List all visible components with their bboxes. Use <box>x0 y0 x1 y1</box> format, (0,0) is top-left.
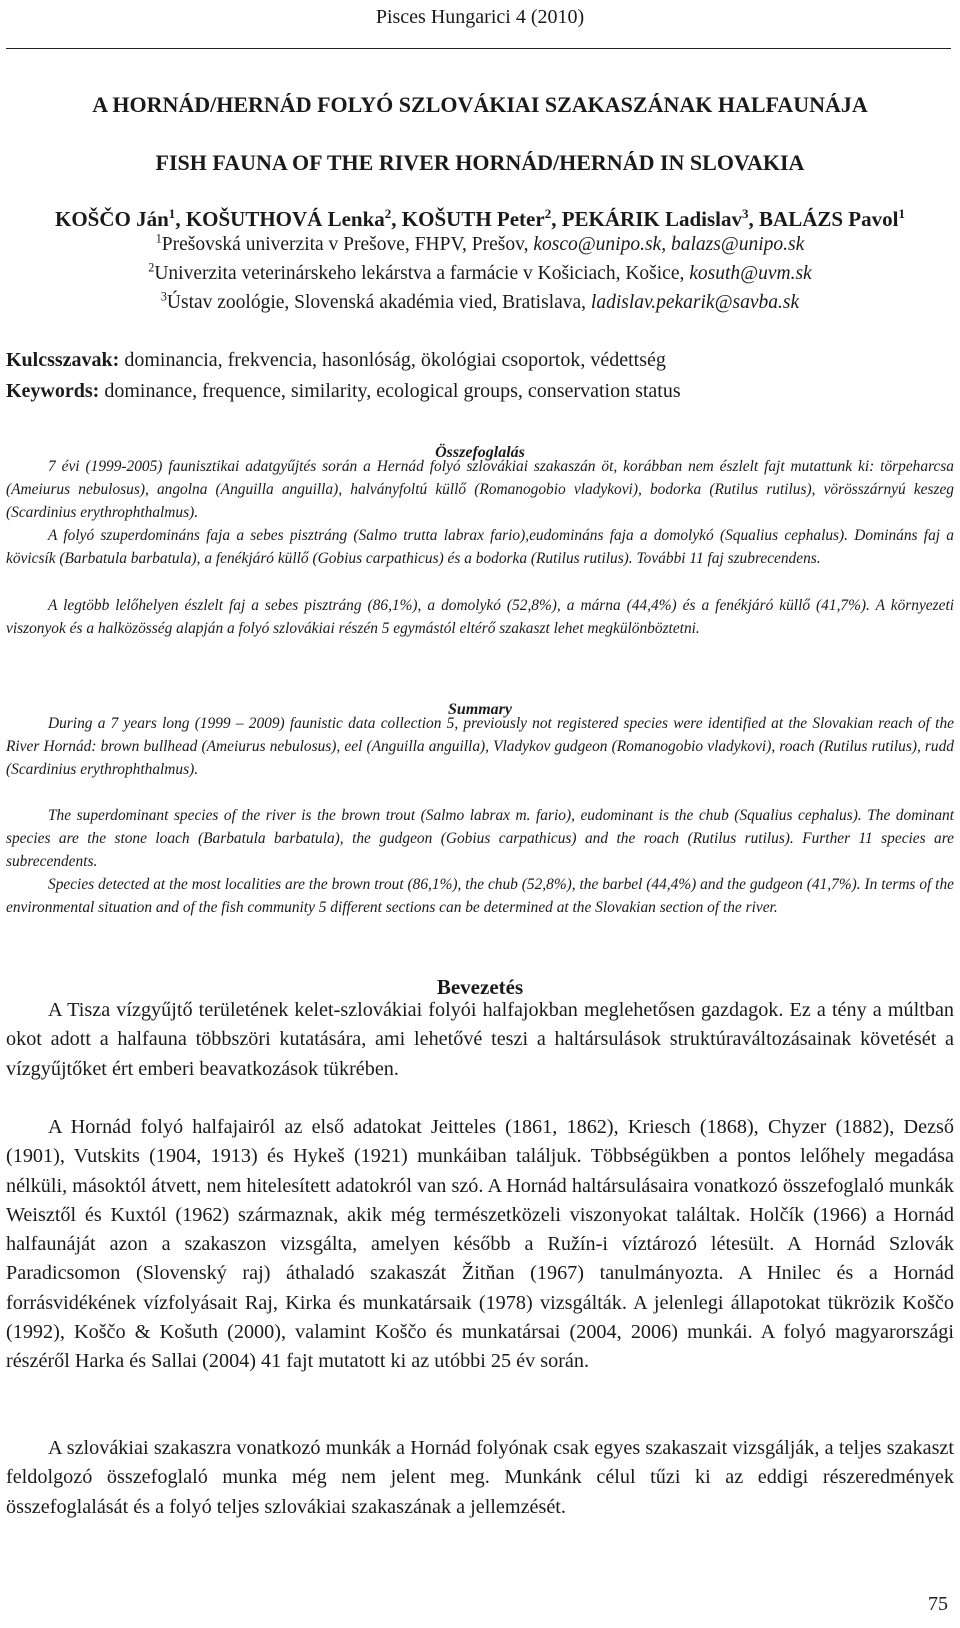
affiliation-email[interactable]: kosuth@uvm.sk <box>689 263 812 284</box>
author-name: KOŠUTHOVÁ Lenka <box>185 207 385 231</box>
keywords-hungarian: Kulcsszavak: dominancia, frekvencia, hasonlóság, ökológiai csoportok, védettség <box>6 349 666 371</box>
author-name: BALÁZS Pavol <box>759 207 899 231</box>
author-affiliation-mark: 2 <box>544 206 552 221</box>
title-english: FISH FAUNA OF THE RIVER HORNÁD/HERNÁD IN SLOVAKIA <box>155 150 805 175</box>
abstract-paragraph: Species detected at the most localities are the brown trout (86,1%), the chub (52,8%), the barbel (44,4%) and the gudgeon (41,7%). In terms of the environmental situation and of the fish community 5 different sections can be determined at the Slovakian section of the river. <box>6 876 954 916</box>
page-number: 75 <box>928 1593 948 1615</box>
keywords-label: Keywords: <box>6 380 100 402</box>
body-paragraph: A Hornád folyó halfajairól az első adatokat Jeitteles (1861, 1862), Kriesch (1868), Chyzer (1882), Dezső (1901), Vutskits (1904, 1913) és Hykeš (1921) munkáiban találjuk. Többségükben a pontos lelőhely megadása nélküli, másoktól átvett, nem hitelesített adatokról van szó. A Hornád haltársulásaira vonatkozó összefoglaló munkák Weisztől és Kuxtól (1962) származnak, akik még természetközeli viszonyokat találtak. Holčík (1966) a Hornád halfaunáját azon a szakaszon vizsgálta, amelyen később a Ružín-i víztározó létesült. A Hornád Szlovák Paradicsomon (Slovenský raj) áthaladó szakaszát Žitňan (1967) tanulmányozta. A Hnilec és a Hornád forrásvidékének vízfolyásait Raj, Kirka és munkatársaik (1978) vizsgálták. A jelenlegi állapotokat tükrözik Koščo (1992), Koščo & Košuth (2000), valamint Koščo és munkatársai (2004, 2006) munkái. A folyó magyarországi részéről Harka és Sallai (2004) 41 fajt mutatott ki az utóbbi 25 év során. <box>6 1116 954 1373</box>
author-list: KOŠČO Ján$^1$, KOŠUTHOVÁ Lenka$^2$, KOŠUTH Peter$^2$, PEKÁRIK Ladislav$^3$, BALÁZS Pavol$^1$ <box>55 206 905 231</box>
abstract-paragraph: 7 évi (1999-2005) faunisztikai adatgyűjtés során a Hernád folyó szlovákiai szakaszán öt, korábban nem észlelt fajt mutattunk ki: törpeharcsa (Ameiurus nebulosus), angolna (Anguilla anguilla), halványfoltú küllő (Romanogobio vladykovi), bodorka (Rutilus rutilus), vörösszárnyú keszeg (Scardinius erythrophthalmus). <box>6 458 954 521</box>
author-name: PEKÁRIK Ladislav <box>561 207 742 231</box>
section-heading: Bevezetés <box>436 975 524 999</box>
author-affiliation-mark: 2 <box>384 206 392 221</box>
affiliation-3: $^3$Ústav zoológie, Slovenská akadémia vied, Bratislava, ladislav.pekarik@savba.sk <box>160 289 800 313</box>
author-affiliation-mark: 1 <box>168 206 176 221</box>
abstract-paragraph: The superdominant species of the river is the brown trout (Salmo labrax m. fario), eudominant is the chub (Squalius cephalus). The dominant species are the stone loach (Barbatula barbatula), the gudgeon (Gobius carpathicus) and the roach (Rutilus rutilus). Further 11 species are subrecendents. <box>6 807 954 870</box>
body-paragraph: A Tisza vízgyűjtő területének kelet-szlovákiai folyói halfajokban meglehetősen gazdagok. Ez a tény a múltban okot adott a halfauna többszöri kutatására, ami lehetővé teszi a haltársulások struktúraváltozásainak követését a vízgyűjtőket ért emberi beavatkozások tükrében. <box>6 999 954 1080</box>
affiliation-1: $^1$Prešovská univerzita v Prešove, FHPV, Prešov, kosco@unipo.sk, balazs@unipo.sk <box>155 231 805 255</box>
affiliation-email[interactable]: ladislav.pekarik@savba.sk <box>590 292 800 313</box>
keywords-english: Keywords: dominance, frequence, similarity, ecological groups, conservation status <box>6 380 681 402</box>
keywords-label: Kulcsszavak: <box>6 349 120 371</box>
author-name: KOŠUTH Peter <box>401 207 545 231</box>
abstract-paragraph: A folyó szuperdomináns faja a sebes pisztráng (Salmo trutta labrax fario),eudomináns faja a domolykó (Squalius cephalus). Domináns faj a kövicsík (Barbatula barbatula), a fenékjáró küllő (Gobius carpathicus) és a bodorka (Rutilus rutilus). További 11 faj szubrecendens. <box>6 527 954 567</box>
abstract-heading-hungarian: Összefoglalás <box>435 444 525 461</box>
abstract-heading-english: Summary <box>447 701 512 718</box>
abstract-paragraph: During a 7 years long (1999 – 2009) faunistic data collection 5, previously not registered species were identified at the Slovakian reach of the River Hornád: brown bullhead (Ameiurus nebulosus), eel (Anguilla anguilla), Vladykov gudgeon (Romanogobio vladykovi), roach (Rutilus rutilus), rudd (Scardinius erythrophthalmus). <box>6 715 954 778</box>
affiliation-2: $^2$Univerzita veterinárskeho lekárstva a farmácie v Košiciach, Košice, kosuth@uvm.sk <box>148 260 812 284</box>
header-rule <box>6 48 951 49</box>
running-head: Pisces Hungarici 4 (2010) <box>375 6 585 28</box>
author-affiliation-mark: 1 <box>898 206 905 221</box>
author-affiliation-mark: 3 <box>742 206 749 221</box>
body-paragraph: A szlovákiai szakaszra vonatkozó munkák a Hornád folyónak csak egyes szakaszait vizsgálják, a teljes szakaszt feldolgozó összefoglaló munka még nem jelent meg. Munkánk célul tűzi ki az eddigi részeredmények összefoglalását és a folyó teljes szlovákiai szakaszának a jellemzését. <box>6 1437 954 1518</box>
affiliation-email[interactable]: kosco@unipo.sk, balazs@unipo.sk <box>533 234 805 255</box>
title-hungarian: A HORNÁD/HERNÁD FOLYÓ SZLOVÁKIAI SZAKASZÁNAK HALFAUNÁJA <box>92 92 868 117</box>
abstract-paragraph: A legtöbb lelőhelyen észlelt faj a sebes pisztráng (86,1%), a domolykó (52,8%), a márna (44,4%) és a fenékjáró küllő (41,7%). A környezeti viszonyok és a halközösség alapján a folyó szlovákiai részén 5 egymástól eltérő szakaszt lehet megkülönböztetni. <box>6 597 954 637</box>
author-name: KOŠČO Ján <box>55 207 169 231</box>
